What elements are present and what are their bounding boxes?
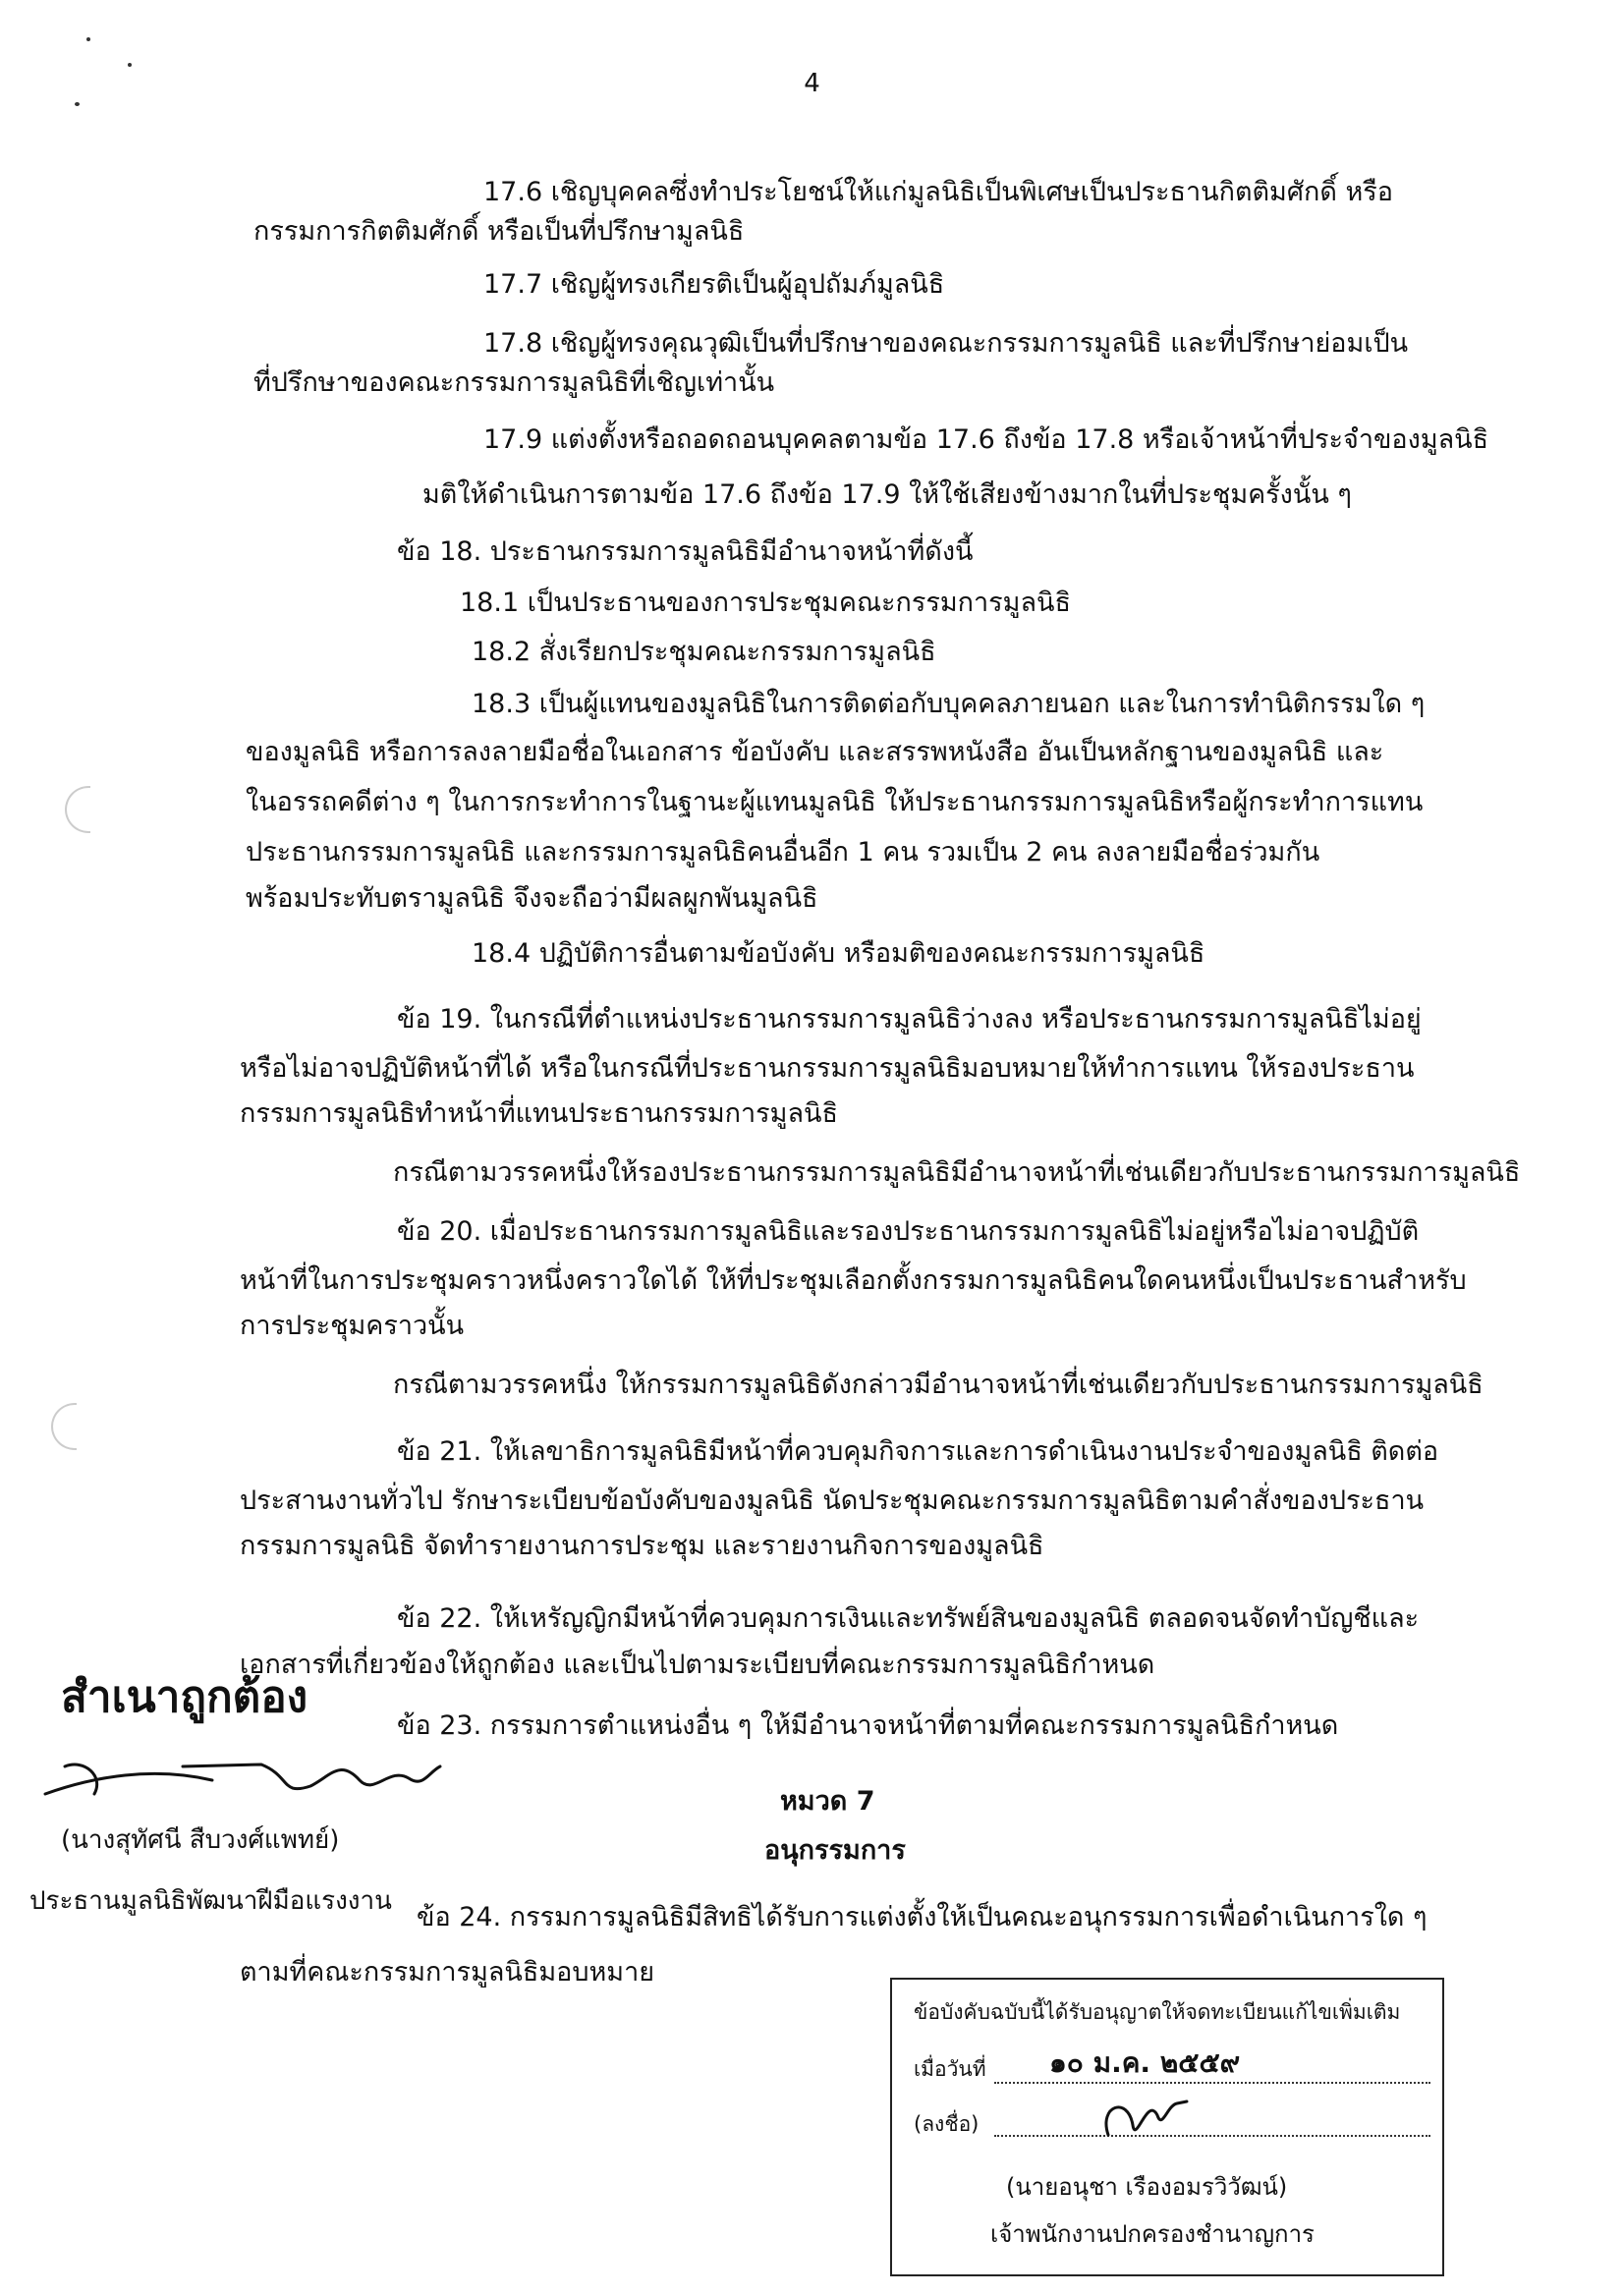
punch-hole-mark	[51, 1403, 77, 1450]
text-line-17-8b: ที่ปรึกษาของคณะกรรมการมูลนิธิที่เชิญเท่านั้น	[253, 367, 775, 398]
text-line-18-2: 18.2 สั่งเรียกประชุมคณะกรรมการมูลนิธิ	[472, 637, 936, 667]
stamp-sign-label: (ลงชื่อ)	[914, 2112, 980, 2136]
text-line-clause-19d: กรณีตามวรรคหนึ่งให้รองประธานกรรมการมูลนิธิมีอำนาจหน้าที่เช่นเดียวกับประธานกรรมการมูลนิธิ	[393, 1157, 1521, 1188]
registration-stamp	[890, 1978, 1444, 2276]
text-line-clause-22a: ข้อ 22. ให้เหรัญญิกมีหน้าที่ควบคุมการเงินและทรัพย์สินของมูลนิธิ ตลอดจนจัดทำบัญชีและ	[397, 1603, 1420, 1634]
text-line-17-9: 17.9 แต่งตั้งหรือถอดถอนบุคคลตามข้อ 17.6 ถึงข้อ 17.8 หรือเจ้าหน้าที่ประจำของมูลนิธิ	[483, 424, 1489, 455]
text-line-resolution: มติให้ดำเนินการตามข้อ 17.6 ถึงข้อ 17.9 ให้ใช้เสียงข้างมากในที่ประชุมครั้งนั้น ๆ	[422, 479, 1352, 510]
text-line-18-4: 18.4 ปฏิบัติการอื่นตามข้อบังคับ หรือมติของคณะกรรมการมูลนิธิ	[472, 938, 1205, 969]
text-line-clause-21b: ประสานงานทั่วไป รักษาระเบียบข้อบังคับของมูลนิธิ นัดประชุมคณะกรรมการมูลนิธิตามคำสั่งของประธาน	[240, 1485, 1425, 1516]
text-line-clause-22b: เอกสารที่เกี่ยวข้องให้ถูกต้อง และเป็นไปตามระเบียบที่คณะกรรมการมูลนิธิกำหนด	[240, 1650, 1155, 1680]
text-line-clause-23: ข้อ 23. กรรมการตำแหน่งอื่น ๆ ให้มีอำนาจหน้าที่ตามที่คณะกรรมการมูลนิธิกำหนด	[397, 1710, 1339, 1741]
stamp-sign-dotted-line	[994, 2135, 1430, 2137]
text-line-clause-19a: ข้อ 19. ในกรณีที่ตำแหน่งประธานกรรมการมูลนิธิว่างลง หรือประธานกรรมการมูลนิธิไม่อยู่	[397, 1004, 1422, 1035]
text-line-clause-19b: หรือไม่อาจปฏิบัติหน้าที่ได้ หรือในกรณีที่ประธานกรรมการมูลนิธิมอบหมายให้ทำการแทน ให้รองประธาน	[240, 1053, 1415, 1084]
text-line-17-7: 17.7 เชิญผู้ทรงเกียรติเป็นผู้อุปถัมภ์มูลนิธิ	[483, 269, 945, 300]
chapter-heading: หมวด 7	[780, 1786, 875, 1817]
punch-hole-mark	[65, 786, 90, 833]
text-line-18-1: 18.1 เป็นประธานของการประชุมคณะกรรมการมูลนิธิ	[460, 588, 1071, 618]
officer-signature	[1089, 2086, 1206, 2155]
certified-copy-heading: สำเนาถูกต้อง	[61, 1672, 308, 1722]
text-line-clause-20a: ข้อ 20. เมื่อประธานกรรมการมูลนิธิและรองประธานกรรมการมูลนิธิไม่อยู่หรือไม่อาจปฏิบัติ	[397, 1216, 1420, 1247]
stamp-date-value: ๑๐ ม.ค. ๒๕๕๙	[1049, 2046, 1241, 2079]
text-line-clause-20d: กรณีตามวรรคหนึ่ง ให้กรรมการมูลนิธิดังกล่าวมีอำนาจหน้าที่เช่นเดียวกับประธานกรรมการมูลนิธิ	[393, 1370, 1484, 1400]
text-line-18-3e: พร้อมประทับตรามูลนิธิ จึงจะถือว่ามีผลผูกพันมูลนิธิ	[246, 883, 818, 914]
text-line-clause-20b: หน้าที่ในการประชุมคราวหนึ่งคราวใดได้ ให้ที่ประชุมเลือกตั้งกรรมการมูลนิธิคนใดคนหนึ่งเป็นประธานสำหรับ	[240, 1265, 1467, 1296]
text-line-clause-24b: ตามที่คณะกรรมการมูลนิธิมอบหมาย	[240, 1957, 655, 1988]
text-line-clause-19c: กรรมการมูลนิธิทำหน้าที่แทนประธานกรรมการมูลนิธิ	[240, 1098, 838, 1129]
certifier-name: (นางสุทัศนี สืบวงศ์แพทย์)	[61, 1825, 340, 1855]
stamp-officer-name: (นายอนุชา เรืองอมรวิวัฒน์)	[1006, 2173, 1288, 2201]
text-line-18-3d: ประธานกรรมการมูลนิธิ และกรรมการมูลนิธิคนอื่นอีก 1 คน รวมเป็น 2 คน ลงลายมือชื่อร่วมกัน	[246, 837, 1320, 868]
text-line-clause-18: ข้อ 18. ประธานกรรมการมูลนิธิมีอำนาจหน้าที่ดังนี้	[397, 536, 974, 567]
stamp-officer-title: เจ้าพนักงานปกครองชำนาญการ	[990, 2220, 1315, 2248]
text-line-17-8a: 17.8 เชิญผู้ทรงคุณวุฒิเป็นที่ปรึกษาของคณะกรรมการมูลนิธิ และที่ปรึกษาย่อมเป็น	[483, 328, 1409, 359]
text-line-clause-24a: ข้อ 24. กรรมการมูลนิธิมีสิทธิได้รับการแต่งตั้งให้เป็นคณะอนุกรรมการเพื่อดำเนินการใด ๆ	[417, 1902, 1428, 1932]
text-line-18-3c: ในอรรถคดีต่าง ๆ ในการกระทำการในฐานะผู้แทนมูลนิธิ ให้ประธานกรรมการมูลนิธิหรือผู้กระทำการแทน	[246, 787, 1424, 817]
text-line-18-3a: 18.3 เป็นผู้แทนของมูลนิธิในการติดต่อกับบุคคลภายนอก และในการทำนิติกรรมใด ๆ	[472, 689, 1426, 719]
scan-speck	[128, 63, 132, 67]
text-line-clause-21c: กรรมการมูลนิธิ จัดทำรายงานการประชุม และรายงานกิจการของมูลนิธิ	[240, 1531, 1044, 1561]
text-line-18-3b: ของมูลนิธิ หรือการลงลายมือชื่อในเอกสาร ข้อบังคับ และสรรพหนังสือ อันเป็นหลักฐานของมูลนิธิ และ	[246, 737, 1384, 767]
certifier-position: ประธานมูลนิธิพัฒนาฝีมือแรงงาน	[29, 1886, 392, 1916]
text-line-17-6b: กรรมการกิตติมศักดิ์ หรือเป็นที่ปรึกษามูลนิธิ	[253, 216, 745, 247]
text-line-clause-20c: การประชุมคราวนั้น	[240, 1311, 465, 1341]
page-number: 4	[804, 69, 820, 98]
scan-speck	[75, 102, 80, 106]
text-line-17-6a: 17.6 เชิญบุคคลซึ่งทำประโยชน์ให้แก่มูลนิธิเป็นพิเศษเป็นประธานกิตติมศักดิ์ หรือ	[483, 177, 1393, 207]
stamp-approval-text: ข้อบังคับฉบับนี้ได้รับอนุญาตให้จดทะเบียนแก้ไขเพิ่มเติม	[914, 2000, 1401, 2024]
chapter-title: อนุกรรมการ	[764, 1835, 906, 1866]
scan-speck	[86, 37, 90, 41]
stamp-date-dotted-line	[994, 2082, 1430, 2084]
certifier-signature	[35, 1737, 448, 1808]
text-line-clause-21a: ข้อ 21. ให้เลขาธิการมูลนิธิมีหน้าที่ควบคุมกิจการและการดำเนินงานประจำของมูลนิธิ ติดต่อ	[397, 1436, 1439, 1467]
stamp-date-label: เมื่อวันที่	[914, 2057, 986, 2081]
